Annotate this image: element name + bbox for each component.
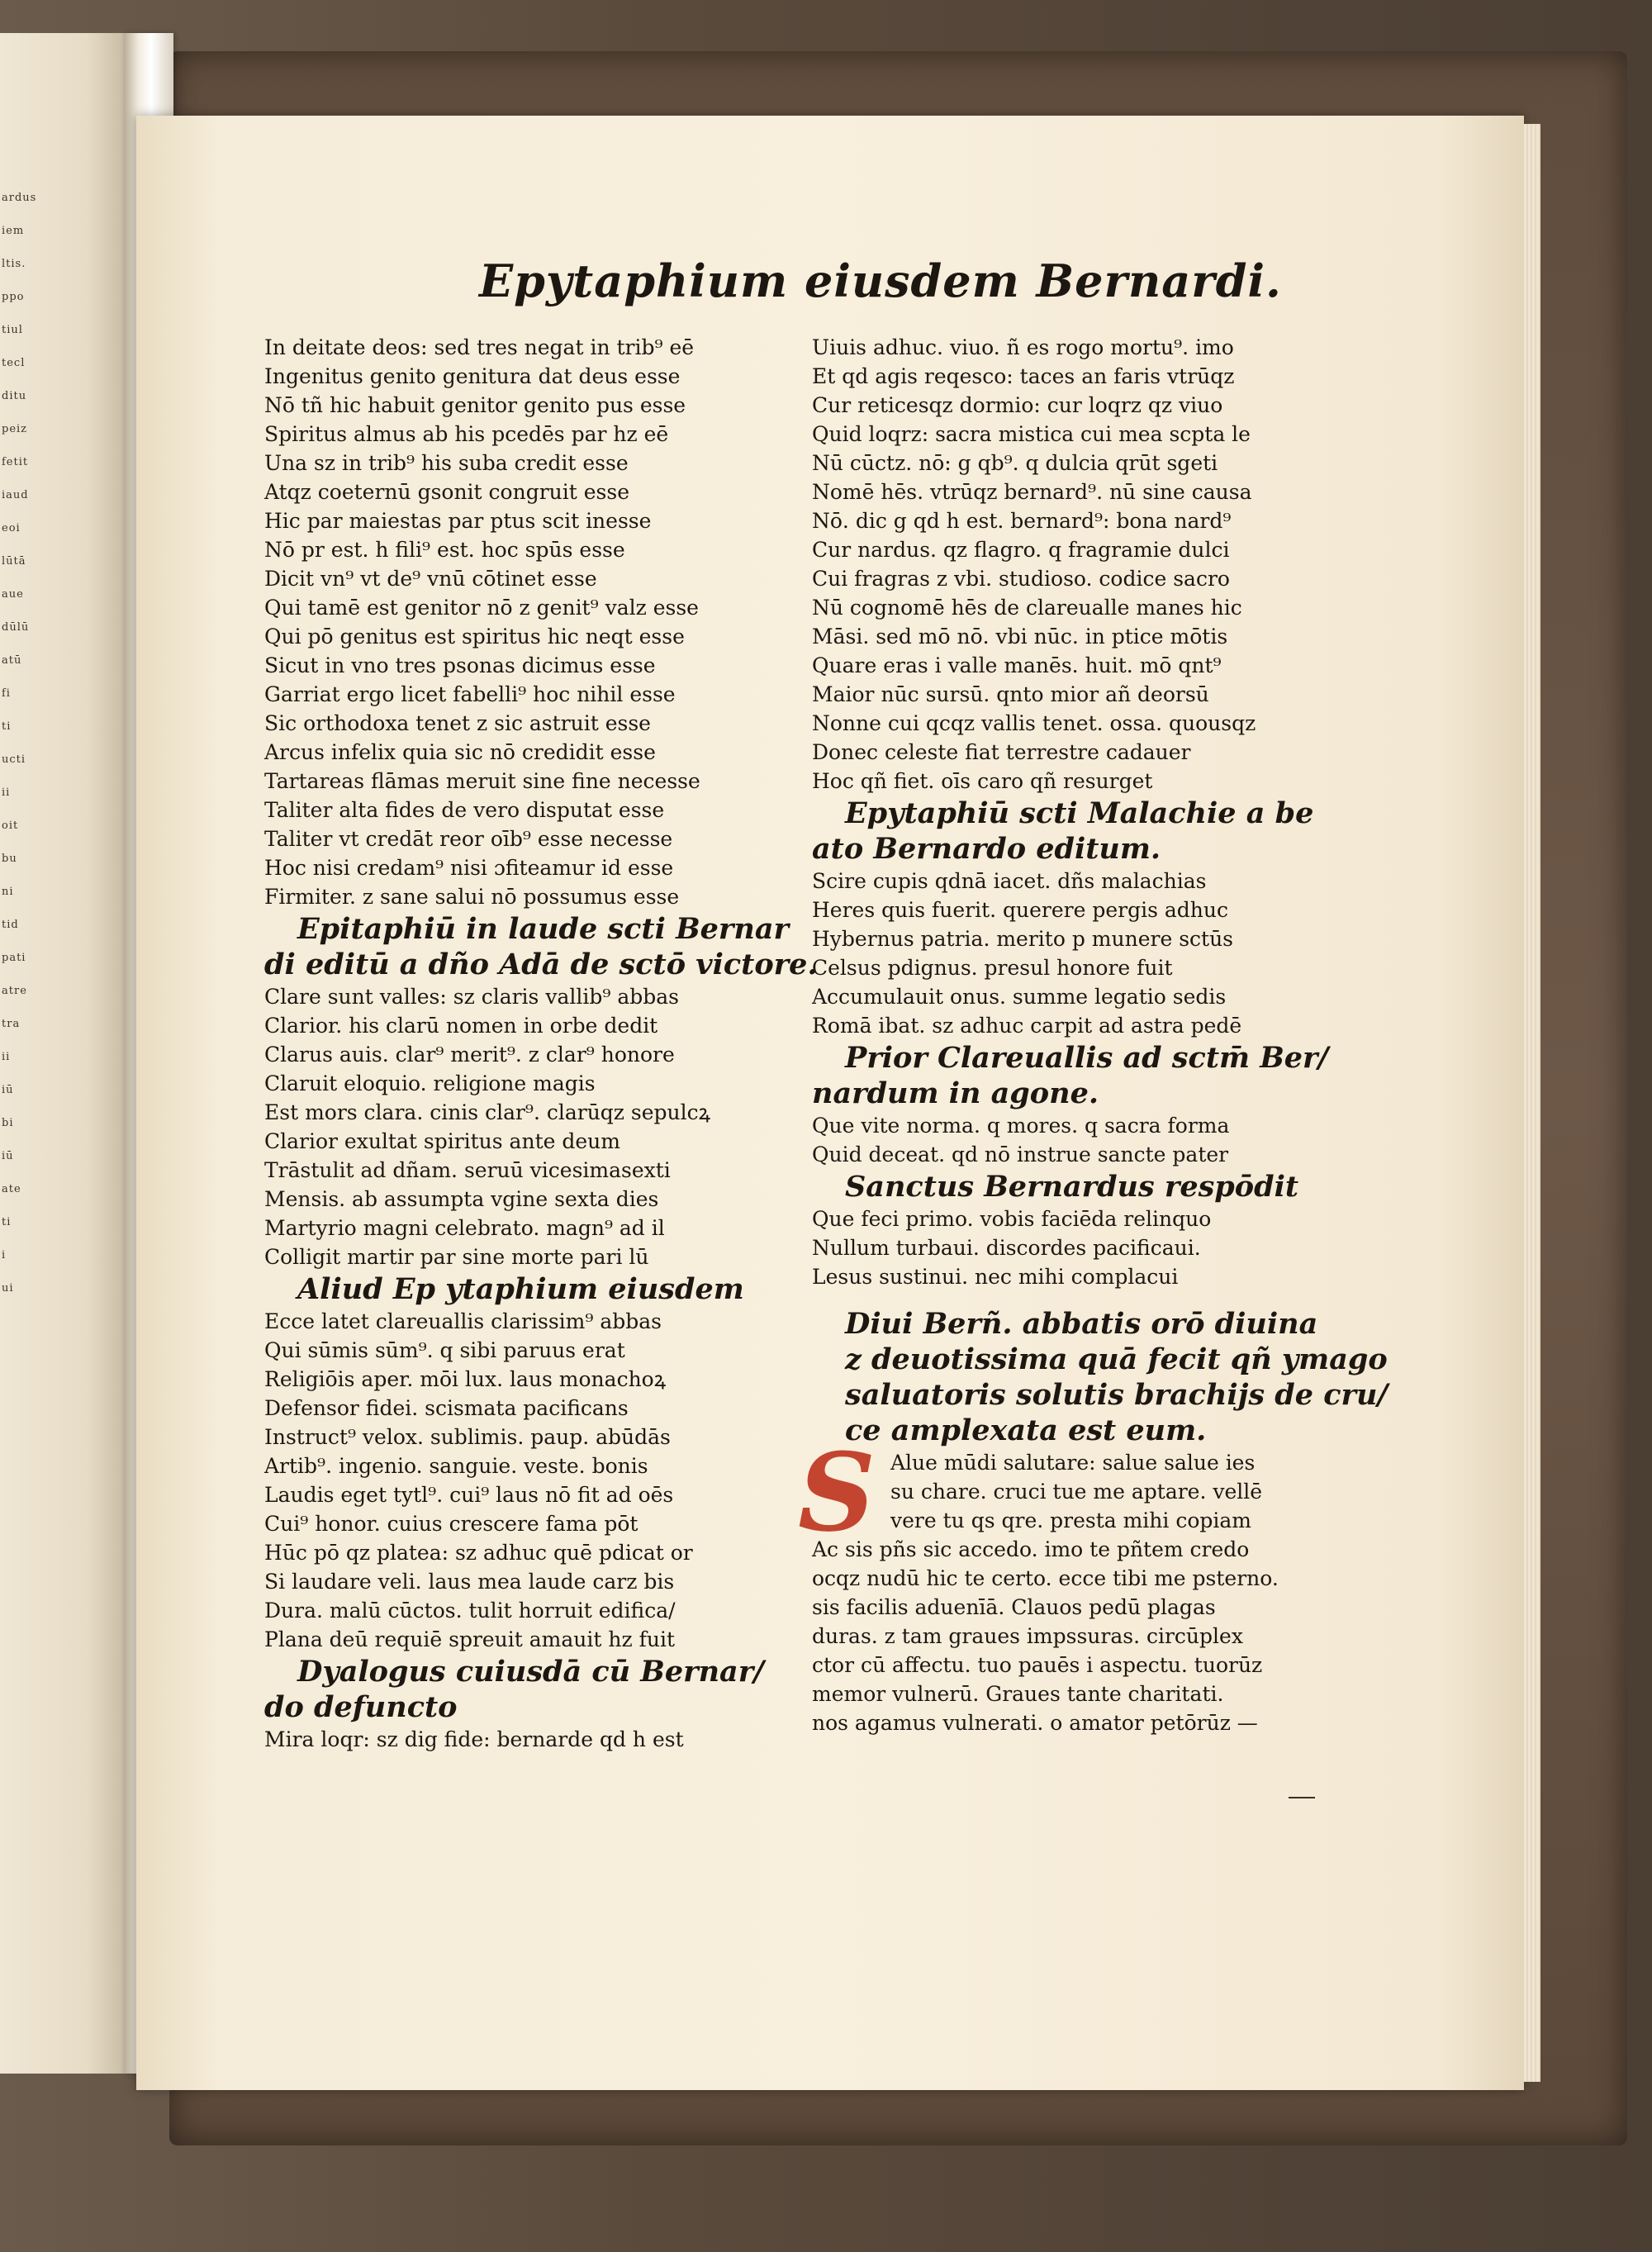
text-line: Mira loqr: sz dig fide: bernarde qd h est — [264, 1727, 684, 1751]
page-heading: Epytaphium eiusdem Bernardi. — [479, 254, 1282, 307]
section-gap — [812, 1291, 1320, 1306]
rubricated-initial: S — [798, 1429, 876, 1556]
text-line: In deitate deos: sed tres negat in trib⁹ eē — [264, 335, 695, 359]
section-heading: nardum in agone. — [812, 1076, 1099, 1110]
section-heading: do defuncto — [264, 1690, 458, 1724]
text-line: Colligit martir par sine morte pari lū — [264, 1245, 649, 1269]
text-line: Nonne cui qcqz vallis tenet. ossa. quousqz — [812, 711, 1256, 735]
text-line: Qui pō genitus est spiritus hic neqt esse — [264, 625, 685, 649]
facing-page-line: oit — [2, 820, 19, 832]
facing-page-line: ni — [2, 886, 14, 898]
text-line: Donec celeste fiat terrestre cadauer — [812, 740, 1191, 764]
facing-page-line: iaud — [2, 489, 29, 501]
facing-page-line: aue — [2, 588, 24, 601]
text-line: Hybernus patria. merito p munere sctūs — [812, 927, 1233, 951]
prayer-line: memor vulnerū. Graues tante charitati. — [812, 1682, 1224, 1706]
text-line: Cui fragras z vbi. studioso. codice sacro — [812, 567, 1230, 591]
facing-page-line: ate — [2, 1183, 21, 1195]
text-line: Ingenitus genito genitura dat deus esse — [264, 364, 681, 388]
left-text-column — [264, 333, 818, 1754]
text-line: Accumulauit onus. summe legatio sedis — [812, 985, 1227, 1009]
text-line: Clare sunt valles: sz claris vallib⁹ abbas — [264, 985, 679, 1009]
facing-page-line: tecl — [2, 357, 26, 369]
text-line: Instruct⁹ velox. sublimis. paup. abūdās — [264, 1425, 671, 1449]
facing-page-text — [2, 182, 117, 1305]
text-line: Hoc nisi credam⁹ nisi ɔfiteamur id esse — [264, 856, 674, 880]
facing-page-line: ardus — [2, 192, 37, 204]
text-line: Religiōis aper. mōi lux. laus monachoꝝ — [264, 1367, 667, 1391]
section-heading: Sanctus Bernardus respōdit — [845, 1170, 1299, 1204]
section-heading: Aliud Ep ytaphium eiusdem — [297, 1272, 744, 1306]
text-line: Hic par maiestas par ptus scit inesse — [264, 509, 652, 533]
text-line: Claruit eloquio. religione magis — [264, 1071, 596, 1095]
text-line: Quid deceat. qd nō instrue sancte pater — [812, 1143, 1229, 1166]
text-line: Ecce latet clareuallis clarissim⁹ abbas — [264, 1309, 662, 1333]
section-heading: Epytaphiū scti Malachie a be — [845, 796, 1314, 830]
prayer-line: ctor cū affectu. tuo pauēs i aspectu. tuorūz — [812, 1653, 1263, 1677]
section-heading: di editū a dño Adā de sctō victore. — [264, 948, 818, 981]
text-line: Spiritus almus ab his pcedēs par hz eē — [264, 422, 669, 446]
text-line: Martyrio magni celebrato. magn⁹ ad il — [264, 1216, 665, 1240]
facing-page-line: fetit — [2, 456, 29, 468]
text-line: Qui sūmis sūm⁹. q sibi paruus erat — [264, 1338, 625, 1362]
text-line: Laudis eget tytl⁹. cui⁹ laus nō fit ad oēs — [264, 1483, 674, 1507]
facing-page-line: ti — [2, 720, 12, 733]
facing-page-line: iū — [2, 1150, 14, 1162]
text-line: Nō pr est. h fili⁹ est. hoc spūs esse — [264, 538, 625, 562]
text-line: Romā ibat. sz adhuc carpit ad astra pedē — [812, 1014, 1242, 1038]
text-line: Cui⁹ honor. cuius crescere fama pōt — [264, 1512, 638, 1536]
prayer-line: su chare. cruci tue me aptare. vellē — [890, 1480, 1263, 1504]
prayer-line: Ac sis pñs sic accedo. imo te pñtem credo — [812, 1537, 1250, 1561]
facing-page-line: ppo — [2, 291, 25, 303]
text-line: Quid loqrz: sacra mistica cui mea scpta le — [812, 422, 1251, 446]
text-line: Et qd agis reqesco: taces an faris vtrūqz — [812, 364, 1235, 388]
text-line: Hoc qñ fiet. oīs caro qñ resurget — [812, 769, 1153, 793]
text-line: Nō tñ hic habuit genitor genito pus esse — [264, 393, 686, 417]
facing-page-line: tid — [2, 919, 19, 931]
text-line: Sicut in vno tres psonas dicimus esse — [264, 653, 656, 677]
text-line: Garriat ergo licet fabelli⁹ hoc nihil esse — [264, 682, 676, 706]
margin-dash — [1289, 1797, 1315, 1798]
text-line: Qui tamē est genitor nō z genit⁹ valz esse — [264, 596, 699, 620]
text-line: Sic orthodoxa tenet z sic astruit esse — [264, 711, 651, 735]
text-line: Firmiter. z sane salui nō possumus esse — [264, 885, 680, 909]
text-line: Dicit vn⁹ vt de⁹ vnū cōtinet esse — [264, 567, 597, 591]
page-edges — [1524, 124, 1540, 2082]
text-line: Clarior exultat spiritus ante deum — [264, 1129, 620, 1153]
text-line: Trāstulit ad dñam. seruū vicesimasexti — [264, 1158, 671, 1182]
facing-page-line: eoi — [2, 522, 21, 534]
facing-page-line: atū — [2, 654, 22, 667]
text-line: Taliter vt credāt reor oīb⁹ esse necesse — [264, 827, 673, 851]
section-heading: z deuotissima quā fecit qñ ymago — [845, 1342, 1388, 1376]
text-line: Tartareas flāmas meruit sine fine necesse — [264, 769, 700, 793]
facing-page-line: pati — [2, 952, 26, 964]
facing-page-fragment — [0, 33, 124, 2074]
text-line: Cur reticesqz dormio: cur loqrz qz viuo — [812, 393, 1223, 417]
text-line: Cur nardus. qz flagro. q fragramie dulci — [812, 538, 1230, 562]
text-line: Lesus sustinui. nec mihi complacui — [812, 1265, 1179, 1289]
facing-page-line: ii — [2, 1051, 11, 1063]
prayer-line: sis facilis aduenīā. Clauos pedū plagas — [812, 1595, 1216, 1619]
facing-page-line: ditu — [2, 390, 27, 402]
text-line: Artib⁹. ingenio. sanguie. veste. bonis — [264, 1454, 648, 1478]
text-line: Quare eras i valle manēs. huit. mō qnt⁹ — [812, 653, 1222, 677]
facing-page-line: i — [2, 1249, 7, 1261]
facing-page-line: bu — [2, 853, 17, 865]
text-line: Nullum turbaui. discordes pacificaui. — [812, 1236, 1201, 1260]
prayer-line: Alue mūdi salutare: salue salue ies — [890, 1451, 1256, 1475]
text-line: Est mors clara. cinis clar⁹. clarūqz sepulcꝝ — [264, 1100, 711, 1124]
section-heading: Epitaphiū in laude scti Bernar — [297, 912, 789, 946]
facing-page-line: ucti — [2, 753, 26, 766]
facing-page-line: ui — [2, 1282, 14, 1295]
text-line: Nomē hēs. vtrūqz bernard⁹. nū sine causa — [812, 480, 1252, 504]
section-heading: Dyalogus cuiusdā cū Bernar/ — [297, 1655, 764, 1689]
section-heading: ce amplexata est eum. — [845, 1413, 1207, 1447]
facing-page-line: ltis. — [2, 258, 26, 270]
facing-page-line: tiul — [2, 324, 23, 336]
right-text-column — [798, 333, 1389, 1737]
text-line: Hūc pō qz platea: sz adhuc quē pdicat or — [264, 1541, 693, 1565]
facing-page-line: dūlū — [2, 621, 30, 634]
text-line: Mensis. ab assumpta vgine sexta dies — [264, 1187, 659, 1211]
text-line: Que vite norma. q mores. q sacra forma — [812, 1114, 1230, 1138]
text-line: Una sz in trib⁹ his suba credit esse — [264, 451, 629, 475]
facing-page-line: bi — [2, 1117, 14, 1129]
prayer-line: vere tu qs qre. presta mihi copiam — [890, 1508, 1252, 1532]
text-line: Nū cūctz. nō: g qb⁹. q dulcia qrūt sgeti — [812, 451, 1218, 475]
text-line: Clarior. his clarū nomen in orbe dedit — [264, 1014, 658, 1038]
section-heading: saluatoris solutis brachijs de cru/ — [845, 1378, 1389, 1412]
facing-page-line: tra — [2, 1018, 21, 1030]
text-line: Uiuis adhuc. viuo. ñ es rogo mortu⁹. imo — [812, 335, 1234, 359]
text-line: Nū cognomē hēs de clareualle manes hic — [812, 596, 1242, 620]
facing-page-line: iū — [2, 1084, 14, 1096]
text-line: Celsus pdignus. presul honore fuit — [812, 956, 1173, 980]
facing-page-line: ti — [2, 1216, 12, 1228]
right-column-verses — [812, 333, 1389, 1448]
text-line: Māsi. sed mō nō. vbi nūc. in ptice mōtis — [812, 625, 1228, 649]
text-line: Arcus infelix quia sic nō credidit esse — [264, 740, 656, 764]
text-line: Plana deū requiē spreuit amauit hz fuit — [264, 1627, 675, 1651]
text-line: Dura. malū cūctos. tulit horruit edifica/ — [264, 1599, 676, 1622]
prayer-line: ocqz nudū hic te certo. ecce tibi me psterno. — [812, 1566, 1279, 1590]
text-line: Maior nūc sursū. qnto mior añ deorsū — [812, 682, 1209, 706]
section-heading: Diui Berñ. abbatis orō diuina — [845, 1307, 1318, 1341]
text-line: Heres quis fuerit. querere pergis adhuc — [812, 898, 1229, 922]
facing-page-line: atre — [2, 985, 27, 997]
text-line: Defensor fidei. scismata pacificans — [264, 1396, 629, 1420]
text-line: Clarus auis. clar⁹ merit⁹. z clar⁹ honore — [264, 1043, 675, 1067]
text-line: Scire cupis qdnā iacet. dñs malachias — [812, 869, 1207, 893]
prayer-line: nos agamus vulnerati. o amator petōrūz — — [812, 1711, 1258, 1735]
section-heading: ato Bernardo editum. — [812, 832, 1161, 866]
facing-page-line: iem — [2, 225, 25, 237]
facing-page-line: fi — [2, 687, 11, 700]
prayer-line: duras. z tam graues impssuras. circūplex — [812, 1624, 1243, 1648]
facing-page-line: peiz — [2, 423, 28, 435]
facing-page-line: ii — [2, 786, 11, 799]
text-line: Si laudare veli. laus mea laude carz bis — [264, 1570, 675, 1594]
facing-page-line: lūtā — [2, 555, 26, 568]
section-heading: Prior Clareuallis ad sctm̄ Ber/ — [845, 1041, 1329, 1075]
text-line: Que feci primo. vobis faciēda relinquo — [812, 1207, 1212, 1231]
text-line: Atqz coeternū gsonit congruit esse — [264, 480, 629, 504]
text-line: Taliter alta fides de vero disputat esse — [264, 798, 665, 822]
text-line: Nō. dic g qd h est. bernard⁹: bona nard⁹ — [812, 509, 1232, 533]
